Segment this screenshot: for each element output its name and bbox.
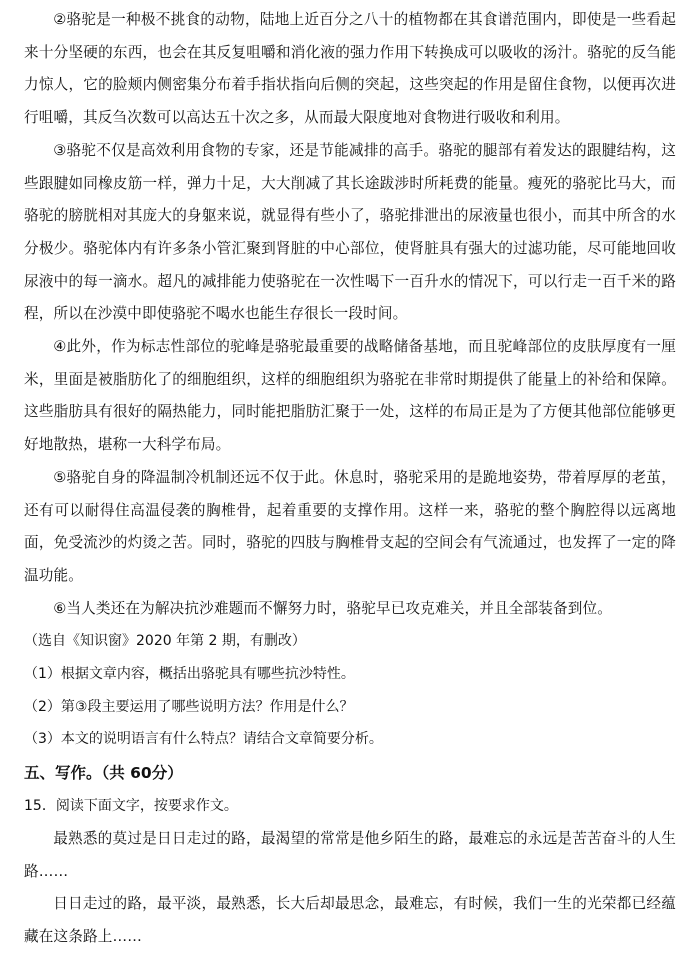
paragraph-3: ③骆驼不仅是高效利用食物的专家，还是节能减排的高手。骆驼的腿部有着发达的跟腱结构，这些跟腱如同橡皮筋一样，弹力十足，大大削减了其长途跋涉时所耗费的能量。瘦死的骆驼比马大，而骆驼的膀胱相对其庞大的身躯来说，就显得有些小了，骆驼排泄出的尿液量也很小，而其中所含的水分极少。骆驼体内有许多条小管汇聚到肾脏的中心部位，使肾脏具有强大的过滤功能，尽可能地回收尿液中的每一滴水。超凡的减排能力使骆驼在一次性喝下一百升水的情况下，可以行走一百千米的路程，所以在沙漠中即使骆驼不喝水也能生存很长一段时间。	[24, 141, 676, 323]
question-3: （3）本文的说明语言有什么特点？请结合文章简要分析。	[24, 731, 383, 748]
writing-prompt-paragraph-1: 最熟悉的莫过是日日走过的路，最渴望的常常是他乡陌生的路，最难忘的永远是苦苦奋斗的人生路……	[24, 829, 676, 880]
paragraph-5: ⑤骆驼自身的降温制冷机制还远不仅于此。休息时，骆驼采用的是跪地姿势，带着厚厚的老茧，还有可以耐得住高温侵袭的胸椎骨，起着重要的支撑作用。这样一来，骆驼的整个胸腔得以远离地面，免受流沙的灼烫之苦。同时，骆驼的四肢与胸椎骨支起的空间会有气流通过，也发挥了一定的降温功能。	[24, 468, 676, 584]
writing-prompt-paragraph-2: 日日走过的路，最平淡，最熟悉，长大后却最思念，最难忘，有时候，我们一生的光荣都已经蕴藏在这条路上……	[24, 895, 676, 945]
question-2: （2）第③段主要运用了哪些说明方法？作用是什么？	[24, 698, 354, 715]
source-note: （选自《知识窗》2020 年第 2 期，有删改）	[24, 633, 306, 650]
question-1: （1）根据文章内容，概括出骆驼具有哪些抗沙特性。	[24, 666, 355, 683]
paragraph-4: ④此外，作为标志性部位的驼峰是骆驼最重要的战略储备基地，而且驼峰部位的皮肤厚度有一厘米，里面是被脂肪化了的细胞组织，这样的细胞组织为骆驼在非常时期提供了能量上的补给和保障。这些脂肪具有很好的隔热能力，同时能把脂肪汇聚于一处，这样的布局正是为了方便其他部位能够更好地散热，堪称一大科学布局。	[24, 338, 676, 454]
paragraph-6: ⑥当人类还在为解决抗沙难题而不懈努力时，骆驼早已攻克难关，并且全部装备到位。	[53, 599, 612, 617]
writing-section-title: 五、写作。（共 60分）	[24, 764, 183, 783]
paragraph-2: ②骆驼是一种极不挑食的动物，陆地上近百分之八十的植物都在其食谱范围内，即使是一些看起来十分坚硬的东西，也会在其反复咀嚼和消化液的强力作用下转换成可以吸收的汤汁。骆驼的反刍能力惊人，它的脸颊内侧密集分布着手指状指向后侧的突起，这些突起的作用是留住食物，以便再次进行咀嚼，其反刍次数可以高达五十次之多，从而最大限度地对食物进行吸收和利用。	[24, 11, 676, 127]
writing-prompt-intro: 15．阅读下面文字，按要求作文。	[24, 798, 238, 815]
